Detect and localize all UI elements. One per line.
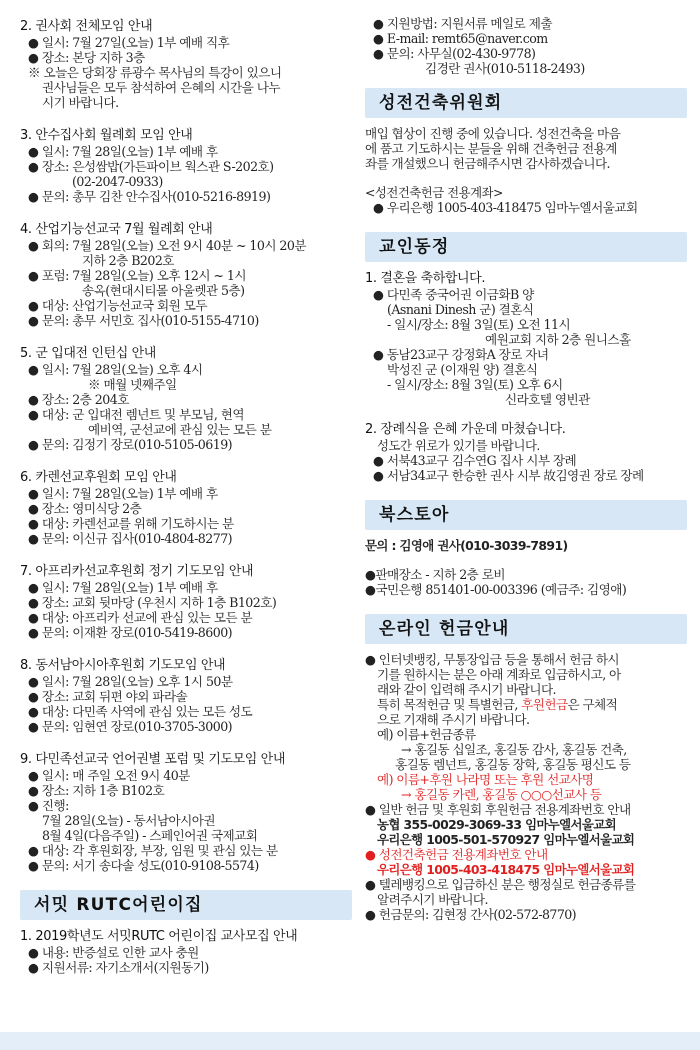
detail-line: ● 문의: 총무 서민호 집사(010-5155-4710) bbox=[28, 313, 259, 328]
detail-line: (02-2047-0933) bbox=[72, 174, 163, 189]
detail-line: ● 대상: 다민족 사역에 관심 있는 모든 성도 bbox=[28, 704, 253, 719]
example-line: 예) 이름+헌금종류 bbox=[377, 727, 476, 742]
note-line: 권사님들은 모두 참석하여 은혜의 시간을 나누 bbox=[42, 80, 280, 95]
detail-line: ● 장소: 지하 1층 B102호 bbox=[28, 783, 165, 798]
detail-line: 신라호텔 영빈관 bbox=[505, 392, 590, 407]
section-building-committee bbox=[365, 126, 687, 215]
detail-line: ● 지원방법: 지원서류 메일로 제출 bbox=[373, 16, 552, 31]
detail-line: ● 장소: 본당 지하 3층 bbox=[28, 50, 145, 65]
detail-line: ● 일시: 7월 28일(오늘) 1부 예배 후 bbox=[28, 486, 218, 501]
detail-line: ● 일반 헌금 및 후원회 후원헌금 전용계좌번호 안내 bbox=[365, 802, 631, 817]
section-asia-mission bbox=[20, 657, 352, 734]
highlight-text: 후원헌금 bbox=[521, 697, 568, 712]
note-line: ※ 매월 넷째주일 bbox=[88, 377, 177, 392]
paragraph-line: 으로 기재해 주시기 바랍니다. bbox=[377, 712, 530, 727]
detail-line: ● 대상: 각 후원회장, 부장, 임원 및 관심 있는 분 bbox=[28, 843, 278, 858]
paragraph-line: 에 품고 기도하시는 분들을 위해 건축헌금 전용계 bbox=[365, 141, 617, 156]
detail-line: ● 성전건축헌금 전용계좌번호 안내 bbox=[365, 847, 548, 862]
section-military-internship bbox=[20, 345, 352, 452]
detail-line: ● 진행: bbox=[28, 798, 69, 813]
detail-line: ● 문의: 김정기 장로(010-5105-0619) bbox=[28, 437, 233, 452]
rutc-banner: 서밋 RUTC어린이집 bbox=[20, 890, 352, 920]
detail-line: 지하 2층 B202호 bbox=[82, 253, 174, 268]
detail-line: 성도간 위로가 있기를 바랍니다. bbox=[377, 438, 540, 453]
detail-line: ● E-mail: remt65@naver.com bbox=[373, 31, 548, 46]
detail-line: ● 서북43교구 김수연G 집사 시부 장례 bbox=[373, 453, 577, 468]
detail-line: ● 일시: 7월 28일(오늘) 1부 예배 후 bbox=[28, 580, 218, 595]
left-column bbox=[20, 18, 352, 992]
detail-line: ● 일시: 매 주일 오전 9시 40분 bbox=[28, 768, 190, 783]
detail-line: ● 대상: 군 입대전 렘넌트 및 부모님, 현역 bbox=[28, 407, 244, 422]
detail-line: ● 일시: 7월 28일(오늘) 오후 1시 50분 bbox=[28, 674, 233, 689]
detail-line: - 일시/장소: 8월 3일(토) 오전 11시 bbox=[387, 317, 571, 332]
section-title: 2. 권사회 전체모임 안내 bbox=[20, 19, 153, 34]
paragraph-line: 기를 원하시는 분은 아래 계좌로 입금하시고, 아 bbox=[377, 667, 621, 682]
section-deacon-meeting bbox=[20, 127, 352, 204]
account-line: ● 우리은행 1005-403-418475 임마누엘서울교회 bbox=[373, 200, 638, 215]
detail-line: ● 장소: 교회 뒤편 야외 파라솔 bbox=[28, 689, 188, 704]
detail-line: ● 장소: 은성쌈밥(가든파이브 웍스관 S-202호) bbox=[28, 159, 274, 174]
right-column bbox=[365, 16, 687, 939]
section-online-offering bbox=[365, 652, 687, 922]
detail-line: ● 헌금문의: 김현정 간사(02-572-8770) bbox=[365, 907, 576, 922]
building-committee-banner: 성전건축위원회 bbox=[365, 88, 687, 118]
paragraph-line bbox=[365, 697, 687, 712]
detail-line: 예비역, 군선교에 관심 있는 모든 분 bbox=[88, 422, 272, 437]
detail-line: ●국민은행 851401-00-003396 (예금주: 김영애) bbox=[365, 582, 627, 597]
detail-line: ● 다민족 중국어권 이금화B 양 bbox=[373, 287, 534, 302]
section-karen-mission bbox=[20, 469, 352, 546]
detail-line: ● 포럼: 7월 28일(오늘) 오후 12시 ~ 1시 bbox=[28, 268, 246, 283]
detail-line: ● 지원서류: 자기소개서(지원동기) bbox=[28, 960, 209, 975]
section-title: 2. 장례식을 은혜 가운데 마쳤습니다. bbox=[365, 422, 566, 437]
detail-line: (Asnani Dinesh 군) 결혼식 bbox=[387, 302, 534, 317]
detail-line: ● 대상: 카렌선교를 위해 기도하시는 분 bbox=[28, 516, 234, 531]
section-title: 7. 아프리카선교후원회 정기 기도모임 안내 bbox=[20, 564, 254, 579]
detail-line: ● 동남23교구 강정화A 장로 자녀 bbox=[373, 347, 549, 362]
example-line: → 홍길동 카렌, 홍길동 ○○○선교사 등 bbox=[401, 787, 602, 802]
section-deaconess-meeting bbox=[20, 18, 352, 110]
section-title: 8. 동서남아시아후원회 기도모임 안내 bbox=[20, 658, 226, 673]
text-part: 특히 목적헌금 및 특별헌금, bbox=[377, 697, 522, 712]
section-title: 1. 결혼을 축하합니다. bbox=[365, 271, 486, 286]
detail-line: ● 문의: 사무실(02-430-9778) bbox=[373, 46, 536, 61]
detail-line: 김경란 권사(010-5118-2493) bbox=[425, 61, 585, 76]
detail-line: ● 문의: 총무 김찬 안수집사(010-5216-8919) bbox=[28, 189, 271, 204]
account-title: <성전건축헌금 전용계좌> bbox=[365, 185, 503, 200]
detail-line: ● 문의: 임현연 장로(010-3705-3000) bbox=[28, 719, 233, 734]
contact-line: 문의 : 김영애 권사(010-3039-7891) bbox=[365, 538, 568, 553]
paragraph-line: 래와 같이 입력해 주시기 바랍니다. bbox=[377, 682, 556, 697]
detail-line: 박성진 군 (이재원 양) 결혼식 bbox=[387, 362, 538, 377]
detail-line: ● 일시: 7월 28일(오늘) 1부 예배 후 bbox=[28, 144, 218, 159]
paragraph-line: 매입 협상이 진행 중에 있습니다. 성전건축을 마음 bbox=[365, 126, 621, 141]
paragraph-line: 좌를 개설했으니 헌금해주시면 감사하겠습니다. bbox=[365, 156, 610, 171]
detail-line: - 일시/장소: 8월 3일(토) 오후 6시 bbox=[387, 377, 563, 392]
account-line: 우리은행 1005-501-570927 임마누엘서울교회 bbox=[377, 832, 635, 847]
detail-line: ●판매장소 - 지하 2층 로비 bbox=[365, 567, 505, 582]
example-line: 예) 이름+후원 나라명 또는 후원 선교사명 bbox=[377, 772, 594, 787]
paragraph-line: ● 인터넷뱅킹, 무통장입금 등을 통해서 헌금 하시 bbox=[365, 652, 619, 667]
example-line: 홍길동 렘넌트, 홍길동 장학, 홍길동 평신도 등 bbox=[395, 757, 631, 772]
detail-line: ● 일시: 7월 27일(오늘) 1부 예배 직후 bbox=[28, 35, 230, 50]
detail-line: 송옥(현대시티몰 아울렛관 5층) bbox=[82, 283, 245, 298]
note-line: 시기 바랍니다. bbox=[42, 95, 119, 110]
example-line: → 홍길동 십일조, 홍길동 감사, 홍길동 건축, bbox=[401, 742, 627, 757]
detail-line: ● 내용: 반증설로 인한 교사 충원 bbox=[28, 945, 199, 960]
section-bookstore bbox=[365, 538, 687, 597]
detail-line: ● 대상: 아프리카 선교에 관심 있는 모든 분 bbox=[28, 610, 253, 625]
detail-line: 예원교회 지하 2층 원니스홀 bbox=[485, 332, 631, 347]
account-line: 우리은행 1005-403-418475 임마누엘서울교회 bbox=[377, 862, 635, 877]
detail-line: ● 대상: 산업기능선교국 회원 모두 bbox=[28, 298, 207, 313]
detail-line: ● 문의: 서기 송다솔 성도(010-9108-5574) bbox=[28, 858, 259, 873]
section-rutc-recruit bbox=[20, 928, 352, 975]
text-part: 은 구체적 bbox=[567, 697, 618, 712]
detail-line: ● 문의: 이신규 집사(010-4804-8277) bbox=[28, 531, 233, 546]
detail-line: ● 장소: 영미식당 2층 bbox=[28, 501, 142, 516]
section-title: 4. 산업기능선교국 7월 월례회 안내 bbox=[20, 222, 213, 237]
section-title: 9. 다민족선교국 언어권별 포럼 및 기도모임 안내 bbox=[20, 752, 285, 767]
account-line: 농협 355-0029-3069-33 임마누엘서울교회 bbox=[377, 817, 617, 832]
section-industry-mission bbox=[20, 221, 352, 328]
detail-line: 알려주시기 바랍니다. bbox=[377, 892, 488, 907]
member-news-banner: 교인동정 bbox=[365, 232, 687, 262]
online-offering-banner: 온라인 헌금안내 bbox=[365, 614, 687, 644]
section-title: 5. 군 입대전 인턴십 안내 bbox=[20, 346, 156, 361]
bookstore-banner: 북스토아 bbox=[365, 500, 687, 530]
detail-line: ● 문의: 이재환 장로(010-5419-8600) bbox=[28, 625, 233, 640]
section-title: 6. 카렌선교후원회 모임 안내 bbox=[20, 470, 177, 485]
detail-line: ● 장소: 교회 뒷마당 (우천시 지하 1층 B102호) bbox=[28, 595, 277, 610]
section-title: 1. 2019학년도 서밋RUTC 어린이집 교사모집 안내 bbox=[20, 929, 298, 944]
section-member-news bbox=[365, 270, 687, 483]
detail-line: 7월 28일(오늘) - 동서남아시아권 bbox=[42, 813, 215, 828]
note-line: ※ 오늘은 당회장 류광수 목사님의 특강이 있으니 bbox=[28, 65, 282, 80]
detail-line: ● 일시: 7월 28일(오늘) 오후 4시 bbox=[28, 362, 203, 377]
detail-line: ● 서남34교구 한승한 권사 시부 故김영권 장로 장례 bbox=[373, 468, 644, 483]
detail-line: ● 장소: 2층 204호 bbox=[28, 392, 129, 407]
section-title: 3. 안수집사회 월례회 모임 안내 bbox=[20, 128, 193, 143]
section-multiethnic-forum bbox=[20, 751, 352, 873]
detail-line: 8월 4일(다음주일) - 스페인어권 국제교회 bbox=[42, 828, 258, 843]
section-africa-mission bbox=[20, 563, 352, 640]
detail-line: ● 텔레뱅킹으로 입금하신 분은 행정실로 헌금종류를 bbox=[365, 877, 636, 892]
section-rutc-apply bbox=[365, 16, 687, 76]
detail-line: ● 회의: 7월 28일(오늘) 오전 9시 40분 ~ 10시 20분 bbox=[28, 238, 306, 253]
